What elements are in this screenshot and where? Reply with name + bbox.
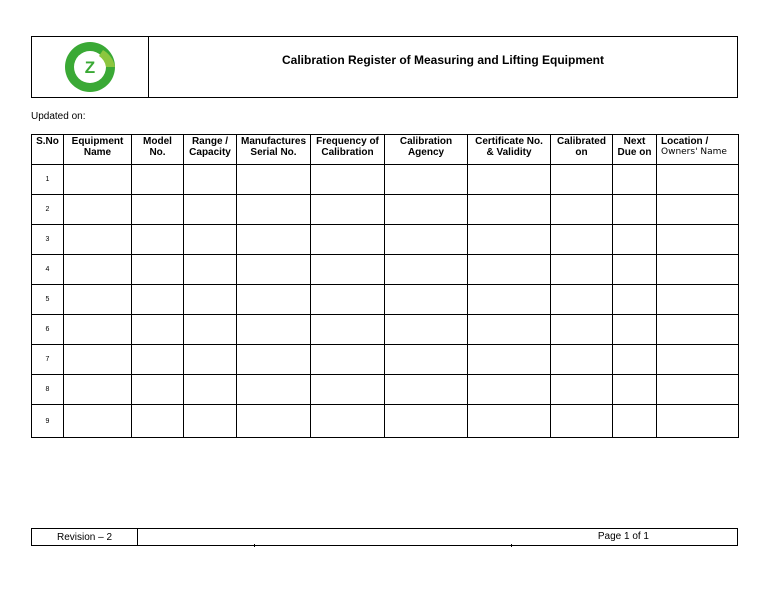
column-header bbox=[468, 135, 551, 165]
table-cell bbox=[613, 315, 657, 345]
table-cell bbox=[468, 405, 551, 438]
table-cell bbox=[311, 225, 385, 255]
table-cell bbox=[657, 255, 739, 285]
table-cell bbox=[64, 225, 132, 255]
table-cell bbox=[64, 315, 132, 345]
table-cell bbox=[64, 195, 132, 225]
table-cell bbox=[64, 165, 132, 195]
table-cell bbox=[184, 285, 237, 315]
column-header-line1: S.No bbox=[36, 136, 59, 147]
table-cell bbox=[132, 285, 184, 315]
row-number: 9 bbox=[32, 405, 64, 438]
table-cell bbox=[385, 165, 468, 195]
calibration-register-table bbox=[31, 134, 739, 438]
table-row bbox=[32, 315, 739, 345]
table-cell bbox=[613, 195, 657, 225]
table-cell bbox=[311, 195, 385, 225]
column-header-line2: & Validity bbox=[486, 147, 532, 158]
table-cell bbox=[237, 225, 311, 255]
table-cell bbox=[551, 315, 613, 345]
table-cell bbox=[468, 285, 551, 315]
table-cell bbox=[237, 345, 311, 375]
page-number: Page 1 of 1 bbox=[597, 531, 649, 542]
table-cell bbox=[132, 195, 184, 225]
column-header-line2: Owners' Name bbox=[661, 147, 727, 157]
table-cell bbox=[237, 375, 311, 405]
row-number: 1 bbox=[32, 165, 64, 195]
column-header-line1: Calibrated bbox=[557, 136, 606, 147]
table-cell bbox=[657, 165, 739, 195]
column-header-line2: Capacity bbox=[189, 147, 231, 158]
column-header-line1: Next bbox=[623, 136, 646, 147]
column-header bbox=[237, 135, 311, 165]
table-cell bbox=[468, 255, 551, 285]
document-title: Calibration Register of Measuring and Lifting Equipment bbox=[281, 53, 604, 67]
table-cell bbox=[657, 225, 739, 255]
table-cell bbox=[237, 315, 311, 345]
column-header-line1: Certificate No. bbox=[475, 136, 543, 147]
table-row bbox=[32, 195, 739, 225]
row-number: 7 bbox=[32, 345, 64, 375]
table-cell bbox=[184, 195, 237, 225]
column-header bbox=[551, 135, 613, 165]
column-header-line2: on bbox=[575, 147, 588, 158]
table-header-row bbox=[32, 135, 739, 165]
row-number: 6 bbox=[32, 315, 64, 345]
table-row bbox=[32, 285, 739, 315]
table-cell bbox=[385, 195, 468, 225]
logo-cell bbox=[32, 37, 149, 97]
company-logo-icon bbox=[63, 40, 117, 94]
table-cell bbox=[551, 165, 613, 195]
table-cell bbox=[551, 405, 613, 438]
table-cell bbox=[311, 315, 385, 345]
column-header bbox=[184, 135, 237, 165]
document-footer bbox=[31, 528, 738, 546]
table-cell bbox=[385, 345, 468, 375]
table-cell bbox=[184, 315, 237, 345]
row-number: 4 bbox=[32, 255, 64, 285]
table-cell bbox=[311, 405, 385, 438]
row-number: 5 bbox=[32, 285, 64, 315]
table-cell bbox=[64, 375, 132, 405]
table-cell bbox=[132, 405, 184, 438]
table-cell bbox=[184, 375, 237, 405]
table-cell bbox=[657, 195, 739, 225]
table-cell bbox=[311, 165, 385, 195]
table-cell bbox=[132, 255, 184, 285]
table-row bbox=[32, 405, 739, 438]
column-header-line2: Due on bbox=[617, 147, 652, 158]
column-header-line1: Location / bbox=[661, 136, 709, 147]
table-cell bbox=[311, 255, 385, 285]
table-cell bbox=[132, 225, 184, 255]
column-header bbox=[32, 135, 64, 165]
column-header-line1: Calibration bbox=[399, 136, 453, 147]
table-row bbox=[32, 255, 739, 285]
column-header-line2: Calibration bbox=[321, 147, 374, 158]
table-cell bbox=[468, 345, 551, 375]
table-cell bbox=[613, 225, 657, 255]
table-cell bbox=[64, 285, 132, 315]
revision-label: Revision – 2 bbox=[32, 529, 138, 545]
document-header bbox=[31, 36, 738, 98]
column-header-line2: Name bbox=[83, 147, 112, 158]
table-cell bbox=[184, 165, 237, 195]
table-cell bbox=[237, 195, 311, 225]
column-header bbox=[311, 135, 385, 165]
column-header bbox=[613, 135, 657, 165]
table-cell bbox=[613, 345, 657, 375]
table-cell bbox=[132, 165, 184, 195]
table-cell bbox=[468, 195, 551, 225]
column-header bbox=[132, 135, 184, 165]
table-row bbox=[32, 345, 739, 375]
column-header-line2: No. bbox=[149, 147, 166, 158]
table-cell bbox=[237, 165, 311, 195]
table-row bbox=[32, 375, 739, 405]
column-header-line1: Model bbox=[143, 136, 172, 147]
table-cell bbox=[657, 405, 739, 438]
table-cell bbox=[237, 255, 311, 285]
table-cell bbox=[132, 375, 184, 405]
table-cell bbox=[184, 345, 237, 375]
footer-tick-mark bbox=[254, 544, 255, 547]
column-header-line1: Range / bbox=[191, 136, 229, 147]
table-cell bbox=[64, 405, 132, 438]
footer-middle-cell bbox=[138, 529, 737, 545]
column-header-line1: Equipment bbox=[71, 136, 124, 147]
table-cell bbox=[184, 225, 237, 255]
table-cell bbox=[311, 375, 385, 405]
table-cell bbox=[657, 345, 739, 375]
table-cell bbox=[385, 315, 468, 345]
table-cell bbox=[64, 255, 132, 285]
table-cell bbox=[657, 375, 739, 405]
table-cell bbox=[385, 285, 468, 315]
table-cell bbox=[64, 345, 132, 375]
row-number: 8 bbox=[32, 375, 64, 405]
table-row bbox=[32, 225, 739, 255]
table-cell bbox=[613, 375, 657, 405]
footer-tick-mark bbox=[511, 544, 512, 547]
column-header-line1: Frequency of bbox=[316, 136, 379, 147]
table-cell bbox=[237, 285, 311, 315]
column-header bbox=[657, 135, 739, 165]
table-cell bbox=[237, 405, 311, 438]
table-cell bbox=[385, 225, 468, 255]
svg-text:Z: Z bbox=[84, 58, 96, 77]
table-cell bbox=[551, 375, 613, 405]
table-cell bbox=[613, 405, 657, 438]
table-cell bbox=[657, 285, 739, 315]
table-cell bbox=[184, 405, 237, 438]
table-cell bbox=[551, 195, 613, 225]
column-header bbox=[385, 135, 468, 165]
table-cell bbox=[613, 255, 657, 285]
table-cell bbox=[551, 225, 613, 255]
column-header-line2: Serial No. bbox=[250, 147, 297, 158]
table-cell bbox=[311, 285, 385, 315]
table-cell bbox=[385, 375, 468, 405]
updated-on-label: Updated on: bbox=[31, 111, 86, 122]
row-number: 2 bbox=[32, 195, 64, 225]
row-number: 3 bbox=[32, 225, 64, 255]
table-cell bbox=[132, 315, 184, 345]
table-cell bbox=[468, 225, 551, 255]
table-cell bbox=[468, 315, 551, 345]
table-cell bbox=[657, 315, 739, 345]
column-header-line1: Manufactures bbox=[240, 136, 306, 147]
table-cell bbox=[468, 165, 551, 195]
table-cell bbox=[551, 345, 613, 375]
table-cell bbox=[311, 345, 385, 375]
table-cell bbox=[385, 405, 468, 438]
column-header bbox=[64, 135, 132, 165]
table-cell bbox=[184, 255, 237, 285]
table-cell bbox=[551, 255, 613, 285]
table-cell bbox=[132, 345, 184, 375]
column-header-line2: Agency bbox=[407, 147, 445, 158]
table-cell bbox=[468, 375, 551, 405]
table-cell bbox=[385, 255, 468, 285]
table-cell bbox=[613, 285, 657, 315]
table-row bbox=[32, 165, 739, 195]
table-cell bbox=[551, 285, 613, 315]
table-cell bbox=[613, 165, 657, 195]
